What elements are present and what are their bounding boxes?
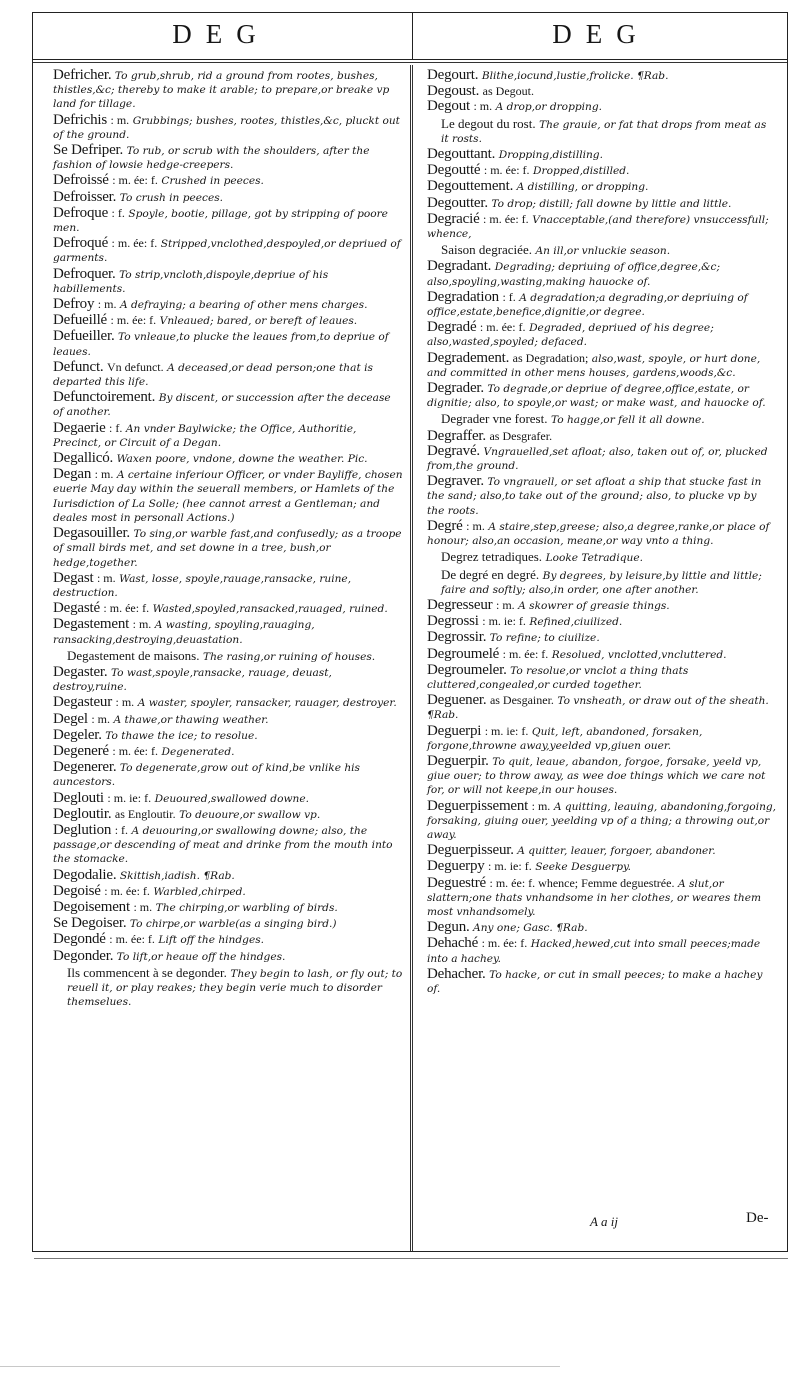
sub-entry [427, 117, 777, 146]
headword: Degradé [427, 319, 477, 336]
running-head [33, 13, 787, 60]
headword: Deguener. [427, 692, 487, 709]
gloss: They begin to lash, or fly out; to reuell it, or play reakes; they begin verie much to disorder themselues. [67, 967, 403, 1009]
grammar-note: : m. [97, 297, 117, 312]
grammar-note: : m. ée: f. [481, 936, 528, 951]
headword: Degré [427, 517, 463, 534]
headword: Deglution [53, 821, 112, 838]
gloss: Wast, losse, spoyle,rauage,ransacke, ruine, destruction. [53, 572, 352, 599]
gloss: To quit, leaue, abandon, forgoe, forsake, yeeld vp, giue ouer; to throw away, as wee doe things which we care not for, or will not keepe,in our houses. [427, 755, 766, 797]
dictionary-entry [427, 694, 777, 722]
dictionary-entry [53, 174, 403, 188]
gloss: To chirpe,or warble(as a singing bird.) [129, 918, 337, 931]
headword: Defueiller. [53, 328, 115, 345]
grammar-note: : m. ée: f. [109, 932, 155, 947]
dictionary-entry [53, 391, 403, 419]
sub-entry [53, 649, 403, 664]
gloss: To vngrauell, or set afloat a ship that stucke fast in the sand; also,to take out of the ground; also, to plucke vp by the roots. [427, 476, 762, 517]
grammar-note: : m. [132, 617, 152, 632]
gloss: Dropped,distilled. [533, 165, 630, 178]
gloss: Deuoured,swallowed downe. [154, 792, 309, 805]
dictionary-entry [53, 358, 403, 389]
gloss: To resolue,or vnclot a thing thats cluttered,congealed,or curded together. [427, 664, 689, 691]
headword: Deguerpy [427, 858, 485, 875]
grammar-note: : m. ée: f. [104, 883, 150, 898]
headword: Defrichis [53, 111, 108, 128]
dictionary-entry [53, 618, 403, 646]
gloss: Degraded, depriued of his degree; also,wasted,spoyled; defaced. [427, 322, 714, 349]
gloss: A staire,step,greese; also,a degree,ranke,or place of honour; also,an occasion, meane,or way vnto a thing. [427, 520, 770, 548]
gloss: Seeke Desguerpy. [535, 861, 631, 874]
catchword: De- [746, 1210, 769, 1226]
sub-phrase: Degrez tetradiques. [441, 549, 543, 565]
gloss: Stripped,vnclothed,despoyled,or depriued of garments. [53, 238, 401, 265]
gloss: A defraying; a bearing of other mens charges. [119, 299, 368, 312]
dictionary-entry [427, 148, 777, 162]
headword: Defroy [53, 296, 95, 313]
grammar-note: : m. ée: f. [111, 236, 158, 251]
grammar-note: : f. [114, 822, 129, 837]
headword: Degroumelé [427, 645, 500, 662]
headword: Defricher. [53, 67, 112, 83]
dictionary-entry [427, 180, 777, 194]
headword: Degradement. [427, 349, 510, 366]
gloss: A degradation;a degrading,or depriuing of office,estate,benefice,dignitie,or degree. [427, 291, 748, 319]
running-head-left: DEG [172, 19, 270, 49]
gloss: Vngrauelled,set afloat; also, taken out of, or, plucked from,the ground. [427, 445, 768, 473]
gloss: To vnsheath, or draw out of the sheath. ¶Rab. [427, 695, 769, 722]
grammar-note: : m. ie: f. [482, 614, 526, 629]
gloss: Resolued, vnclotted,vncluttered. [551, 648, 727, 661]
running-head-right: DEG [552, 19, 650, 49]
gloss: An vnder Baylwicke; the Office, Authoritie, Precinct, or Circuit of a Degan. [53, 422, 357, 449]
gloss: To rub, or scrub with the shoulders, after the fashion of lowsie hedge-creepers. [53, 145, 370, 172]
dictionary-entry [53, 761, 403, 789]
dictionary-entry [53, 789, 403, 806]
dictionary-entry [427, 937, 777, 965]
sub-phrase: De degré en degré. [441, 566, 540, 582]
headword: Degondé [53, 931, 106, 948]
headword: Degenerer. [53, 759, 117, 776]
gloss: A certaine inferiour Officer, or vnder Bayliffe, chosen euerie May day within the seuerall members, or Hamlets of the Iurisdiction of La Solle; (hee cannot arrest a Gentleman; and deales most in personall Actions.) [53, 469, 403, 524]
gloss: Lift off the hindges. [158, 934, 265, 947]
headword: Defunctoirement. [53, 389, 156, 406]
gloss: A deuouring,or swallowing downe; also, the passage,or descending of meat and drinke from the mouth into the stomacke. [53, 824, 393, 866]
headword: Degouttant. [427, 146, 496, 163]
gloss: An ill,or vnluckie season. [535, 245, 671, 258]
headword: Degoisé [53, 882, 101, 899]
grammar-note: as Engloutir. [114, 806, 176, 821]
headword: Degraffer. [427, 427, 486, 444]
scan-edge [0, 1366, 560, 1367]
gloss: A thawe,or thawing weather. [113, 713, 269, 726]
dictionary-entry [53, 204, 403, 235]
grammar-note: : m. [94, 467, 114, 482]
dictionary-entry [53, 726, 403, 743]
dictionary-entry [53, 569, 403, 600]
gloss: To vnleaue,to plucke the leaues from,to depriue of leaues. [53, 331, 389, 358]
gloss: A drop,or dropping. [495, 101, 602, 114]
headword: Dehacher. [427, 965, 486, 982]
bottom-rule [34, 1258, 788, 1259]
gloss: Degrading; depriuing of office,degree,&c; also,spoyling,wasting,making hauocke of. [427, 261, 721, 288]
dictionary-entry [53, 663, 403, 694]
dictionary-entry [427, 442, 777, 473]
gloss: Dropping,distilling. [498, 149, 603, 162]
gloss: Skittish,iadish. ¶Rab. [119, 869, 235, 882]
gloss: To crush in peeces. [119, 191, 224, 204]
gloss: A slut,or slattern;one thats vnhandsome in her clothes, or weares them most vnhandsomely. [427, 877, 762, 918]
gloss: The rasing,or ruining of houses. [203, 650, 376, 663]
dictionary-entry [427, 631, 777, 645]
gloss: To deuoure,or swallow vp. [179, 808, 321, 821]
headword: Degresseur [427, 596, 493, 613]
gloss: Waxen poore, vndone, downe the weather. Pic. [116, 453, 368, 466]
gloss: To strip,vncloth,dispoyle,depriue of his habillements. [53, 268, 329, 295]
dictionary-entry [53, 710, 403, 727]
dictionary-entry [53, 452, 403, 466]
dictionary-entry [53, 314, 403, 328]
grammar-note: : m. [466, 518, 485, 533]
grammar-note: : m. ée: f. whence; Femme deguestrée. [489, 875, 675, 890]
dictionary-entry [53, 821, 403, 867]
grammar-note: : m. [473, 99, 493, 114]
dictionary-entry [53, 866, 403, 883]
dictionary-entry [427, 517, 777, 548]
dictionary-entry [53, 917, 403, 931]
headword: Degastement [53, 616, 130, 633]
dictionary-entry [427, 475, 777, 518]
gloss: Vnleaued; bared, or bereft of leaues. [159, 315, 358, 328]
dictionary-entry [53, 527, 403, 570]
gloss: Vnacceptable,(and therefore) vnsuccessfull; whence, [427, 213, 769, 241]
gloss: The chirping,or warbling of birds. [155, 901, 338, 914]
right-column [427, 69, 777, 998]
headword: Degoisement [53, 898, 130, 915]
headword: Degouttement. [427, 178, 514, 195]
gloss: Blithe,iocund,lustie,frolicke. ¶Rab. [481, 70, 669, 82]
headword: Defroquer. [53, 265, 116, 282]
gloss: Spoyle, bootie, pillage, got by stripping of poore men. [53, 207, 388, 235]
grammar-note: Vn defunct. [106, 359, 164, 374]
dictionary-entry [427, 874, 777, 920]
headword: Defroisser. [53, 188, 117, 205]
dictionary-entry [427, 85, 777, 98]
sub-entry [427, 243, 777, 258]
grammar-note: : m. ée: f. [483, 211, 529, 226]
gloss: A waster, spoyler, ransacker, rauager, destroyer. [137, 697, 397, 710]
dictionary-entry [53, 419, 403, 450]
headword: Degout [427, 98, 470, 115]
grammar-note: : m. [115, 695, 135, 710]
sub-entry [427, 568, 777, 597]
grammar-note: : m. ée: f. [110, 313, 157, 328]
dictionary-entry [427, 321, 777, 349]
grammar-note: : m. [495, 597, 515, 612]
headword: Degasteur [53, 694, 113, 711]
gloss: Degenerated. [161, 745, 235, 758]
headword: Degun. [427, 919, 470, 936]
left-column [53, 69, 403, 1011]
dictionary-entry [53, 742, 403, 759]
gloss: A wasting, spoyling,rauaging, ransacking,destroying,deuastation. [53, 619, 315, 646]
headword: Deguerpir. [427, 752, 489, 769]
headword: Degrossi [427, 613, 479, 630]
headword: Degourt. [427, 67, 479, 83]
headword: Degoutté [427, 162, 481, 179]
grammar-note: as Desgrafer. [489, 428, 553, 443]
headword: Degrader. [427, 380, 484, 397]
grammar-note: : m. [133, 899, 153, 914]
gloss: Wasted,spoyled,ransacked,rauaged, ruined. [152, 603, 388, 616]
gloss: Hacked,hewed,cut into small peeces;made into a hachey. [427, 938, 761, 965]
column-divider [410, 65, 413, 1251]
gloss: Refined,ciuilized. [529, 616, 623, 629]
headword: Defroqué [53, 235, 109, 252]
dictionary-entry [427, 100, 777, 114]
dictionary-entry [53, 933, 403, 947]
headword: Degasouiller. [53, 525, 130, 542]
dictionary-entry [427, 921, 777, 935]
headword: Degradation [427, 288, 499, 305]
dictionary-entry [53, 298, 403, 312]
dictionary-entry [53, 330, 403, 358]
gloss: Warbled,chirped. [153, 885, 246, 898]
headword: Degloutir. [53, 805, 112, 822]
dictionary-entry [427, 210, 777, 241]
headword: Degeneré [53, 742, 109, 759]
dictionary-entry [427, 382, 777, 410]
dictionary-entry [427, 615, 777, 629]
headword: Degonder. [53, 947, 114, 964]
headword: Degan [53, 466, 92, 483]
grammar-note: : m. ie: f. [484, 723, 529, 738]
headword: Degroumeler. [427, 661, 507, 678]
dictionary-entry [53, 144, 403, 172]
dictionary-entry [427, 752, 777, 798]
sub-phrase: Ils commencent à se degonder. [67, 964, 227, 980]
sub-entry [427, 412, 777, 427]
headword: Degradant. [427, 258, 492, 275]
gloss: To drop; distill; fall downe by little and little. [491, 197, 732, 210]
headword: Se Degoiser. [53, 915, 127, 932]
gloss: To hacke, or cut in small peeces; to make a hachey of. [427, 968, 763, 995]
headword: Deguerpisseur. [427, 842, 514, 859]
gloss: By discent, or succession after the decease of another. [53, 392, 391, 419]
gloss: A skowrer of greasie things. [518, 599, 670, 612]
dictionary-entry [427, 596, 777, 613]
headword: Se Defriper. [53, 142, 124, 159]
gloss: To degrade,or depriue of degree,office,estate, or dignitie; also, to spoyle,or wast; or make wast, and hauocke of. [427, 383, 766, 410]
gloss: A quitting, leauing, abandoning,forgoing, forsaking, giuing ouer, yeelding vp of a thing; a throwing out,or away. [427, 800, 777, 841]
headword: Degaerie [53, 419, 106, 436]
gloss: To lift,or heaue off the hindges. [116, 950, 286, 963]
grammar-note: : m. ie: f. [107, 790, 152, 805]
dictionary-entry [53, 69, 403, 112]
sub-phrase: Degrader vne forest. [441, 411, 548, 427]
grammar-note: : m. [110, 112, 130, 127]
gloss: To sing,or warble fast,and confusedly; as a troope of small birds met, and set downe in a tree, bush,or hedge,together. [53, 528, 402, 569]
headword: Degeler. [53, 726, 102, 743]
dictionary-entry [53, 947, 403, 964]
grammar-note: : m. ie: f. [488, 859, 532, 874]
gloss: To degenerate,grow out of kind,be vnlike his auncestors. [53, 762, 360, 789]
dictionary-entry [427, 194, 777, 211]
dictionary-entry [53, 468, 403, 525]
dictionary-entry [427, 722, 777, 753]
gloss: A deceased,or dead person;one that is departed this life. [53, 361, 373, 389]
dictionary-entry [53, 805, 403, 822]
headword: Deguestré [427, 874, 487, 891]
sub-entry [53, 966, 403, 1010]
headword: Defroque [53, 204, 109, 221]
gloss: Looke Tetradique. [545, 552, 643, 565]
sub-phrase: Le degout du rost. [441, 115, 536, 131]
dictionary-page [32, 12, 788, 1252]
grammar-note: as Degout. [482, 84, 534, 99]
gloss: Quit, left, abandoned, forsaken, forgone,throwne away,yeelded vp,giuen ouer. [427, 725, 703, 752]
headword: Defunct. [53, 358, 104, 375]
headword: Degast [53, 569, 94, 586]
dictionary-entry [53, 882, 403, 899]
grammar-note: : m. ée: f. [502, 646, 549, 661]
dictionary-entry [427, 965, 777, 996]
headword: Degel [53, 710, 88, 727]
signature-mark: A a ij [590, 1214, 618, 1229]
gloss: By degrees, by leisure,by little and little; faire and softly; also,in order, one after another. [441, 569, 762, 596]
gloss: The grauie, or fat that drops from meat as it rosts. [441, 118, 767, 145]
dictionary-entry [427, 69, 777, 83]
grammar-note: : f. [109, 420, 123, 435]
grammar-note: : m. ée: f. [112, 743, 159, 758]
headword: Degravé. [427, 442, 480, 459]
grammar-note: : f. [502, 289, 516, 304]
dictionary-entry [53, 237, 403, 265]
headword: Deguerpi [427, 722, 482, 739]
gloss: Any one; Gasc. ¶Rab. [473, 922, 588, 935]
grammar-note: : m. [91, 711, 110, 726]
dictionary-entry [427, 844, 777, 858]
dictionary-entry [427, 860, 777, 874]
headword: Deglouti [53, 789, 104, 806]
gloss: To grub,shrub, rid a ground from rootes, bushes, thistles,&c; thereby to make it arable; to prepare,or breake vp land for tillage. [53, 70, 390, 111]
dictionary-entry [427, 164, 777, 178]
headword: Degraver. [427, 473, 484, 490]
gloss: A quitter, leauer, forgoer, abandoner. [517, 845, 716, 858]
gloss: To thawe the ice; to resolue. [105, 729, 258, 742]
dictionary-entry [427, 645, 777, 662]
gloss: also,wast, spoyle, or hurt done, and committed in other mens houses, gardens,woods,&c. [427, 352, 761, 379]
gloss: A distilling, or dropping. [516, 181, 649, 194]
grammar-note: as Degradation; [512, 350, 589, 365]
headword: Degoutter. [427, 194, 488, 211]
headword: Degaster. [53, 663, 108, 680]
grammar-note: : m. ée: f. [483, 163, 530, 178]
dictionary-entry [427, 797, 777, 843]
sub-phrase: Saison degraciée. [441, 242, 532, 258]
headword: Degoust. [427, 83, 480, 100]
headword: Degallicó. [53, 450, 114, 467]
grammar-note: : m. ée: f. [103, 601, 150, 616]
dictionary-entry [427, 427, 777, 444]
headword: Degasté [53, 600, 100, 617]
dictionary-entry [53, 188, 403, 205]
dictionary-entry [427, 288, 777, 319]
grammar-note: : m. ée: f. [112, 173, 158, 188]
dictionary-entry [427, 260, 777, 288]
dictionary-entry [53, 602, 403, 616]
headword: Defroissé [53, 172, 109, 189]
gloss: To hagge,or fell it all downe. [550, 414, 705, 427]
dictionary-entry [427, 661, 777, 692]
headword: Defueillé [53, 312, 108, 329]
head-rule [33, 62, 787, 63]
headword: Degodalie. [53, 866, 117, 883]
dictionary-entry [53, 696, 403, 710]
grammar-note: : m. ée: f. [479, 320, 526, 335]
grammar-note: : m. [96, 570, 116, 585]
dictionary-entry [53, 265, 403, 296]
dictionary-entry [53, 898, 403, 915]
sub-entry [427, 550, 777, 565]
grammar-note: as Desgainer. [489, 693, 554, 708]
dictionary-entry [53, 111, 403, 142]
dictionary-entry [427, 349, 777, 380]
sub-phrase: Degastement de maisons. [67, 647, 200, 663]
headword: Degracié [427, 210, 480, 227]
gloss: Grubbings; bushes, rootes, thistles,&c, pluckt out of the ground. [53, 114, 400, 141]
headword: Degrossir. [427, 629, 487, 646]
gloss: Crushed in peeces. [161, 175, 264, 188]
headword: Deguerpissement [427, 797, 529, 814]
grammar-note: : m. [531, 798, 551, 813]
headword: Dehaché [427, 935, 479, 952]
gloss: To refine; to ciuilize. [489, 632, 600, 645]
gloss: To wast,spoyle,ransacke, rauage, deuast, destroy,ruine. [53, 666, 332, 694]
grammar-note: : f. [111, 205, 125, 220]
